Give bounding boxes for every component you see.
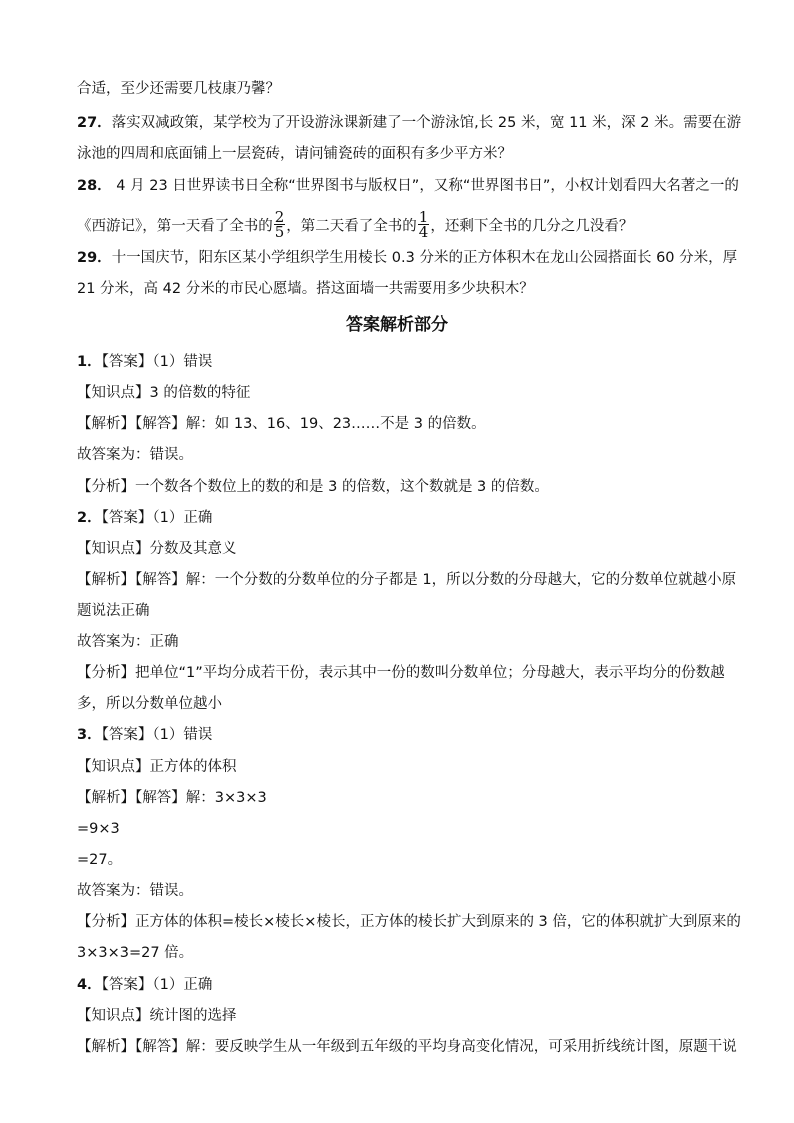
answer-1-knowledge-point — [77, 383, 250, 403]
answer-3-knowledge-point — [77, 757, 237, 777]
answer-2-conclusion: 故答案为：正确 — [77, 634, 179, 650]
answer-3-conclusion: 故答案为：错误。 — [77, 883, 193, 899]
answer-result: 【答案】（1）正确 — [101, 977, 213, 993]
answer-number: 4． — [77, 977, 102, 993]
fraction-two-fifths — [274, 210, 286, 239]
answer-2-solution: 【解析】【解答】解：一个分数的分数单位的分子都是 1，所以分数的分母越大，它的分数单位就越小原 — [77, 572, 737, 588]
knowledge-label: 【知识点】 — [77, 1008, 150, 1024]
answer-3-solution: 【解析】【解答】解：3×3×3 — [77, 790, 267, 806]
answer-3-analysis: 【分析】正方体的体积=棱长×棱长×棱长，正方体的棱长扩大到原来的 3 倍，它的体积就扩大到原来的 — [77, 914, 741, 930]
answer-2-solution-line-2: 题说法正确 — [77, 603, 150, 619]
question-29-line-2: 21 分米，高 42 分米的市民心愿墙。搭这面墙一共需要用多少块积木？ — [77, 281, 534, 297]
answer-1-solution: 【解析】【解答】解：如 13、16、19、23……不是 3 的倍数。 — [77, 416, 486, 432]
answer-result: 【答案】（1）错误 — [101, 354, 213, 370]
answer-1-header — [77, 352, 212, 372]
answer-number: 2． — [77, 510, 102, 526]
question-text: 4 月 23 日世界读书日全称“世界图书与版权日”，又称“世界图书日”，小权计划看四大名著之一的 — [111, 178, 739, 194]
question-27 — [77, 113, 741, 133]
answer-3-step-1: =9×3 — [77, 821, 120, 837]
knowledge-text: 分数及其意义 — [149, 541, 237, 557]
question-number: 28． — [77, 178, 112, 194]
question-text: 《西游记》，第一天看了全书的 — [77, 218, 273, 235]
knowledge-text: 统计图的选择 — [149, 1008, 237, 1024]
answer-1-conclusion: 故答案为：错误。 — [77, 447, 193, 463]
answer-1-analysis: 【分析】一个数各个数位上的数的和是 3 的倍数，这个数就是 3 的倍数。 — [77, 479, 549, 495]
question-text: ，还剩下全书的几分之几没看？ — [430, 218, 634, 235]
knowledge-text: 3 的倍数的特征 — [149, 385, 251, 401]
section-title: 答案解析部分 — [346, 315, 448, 335]
question-number: 27． — [77, 115, 112, 131]
knowledge-label: 【知识点】 — [77, 385, 150, 401]
question-28 — [77, 176, 739, 196]
answer-4-knowledge-point — [77, 1006, 237, 1026]
question-text: 十一国庆节，阳东区某小学组织学生用棱长 0.3 分米的正方体积木在龙山公园搭面长 60 分米，厚 — [111, 250, 738, 266]
fraction-one-quarter — [418, 210, 430, 239]
answer-3-step-2: =27。 — [77, 852, 123, 868]
knowledge-label: 【知识点】 — [77, 759, 150, 775]
knowledge-label: 【知识点】 — [77, 541, 150, 557]
answer-2-analysis: 【分析】把单位“1”平均分成若干份，表示其中一份的数叫分数单位；分母越大，表示平均分的份数越 — [77, 665, 725, 681]
fraction-denominator: 5 — [274, 223, 285, 241]
answer-3-analysis-line-2: 3×3×3=27 倍。 — [77, 945, 194, 961]
question-text: 落实双减政策，某学校为了开设游泳课新建了一个游泳馆,长 25 米，宽 11 米，深 2 米。需要在游 — [111, 115, 742, 131]
answer-2-analysis-line-2: 多，所以分数单位越小 — [77, 696, 222, 712]
knowledge-text: 正方体的体积 — [149, 759, 237, 775]
answer-4-header — [77, 975, 212, 995]
answer-number: 1． — [77, 354, 102, 370]
question-29 — [77, 248, 737, 268]
answer-number: 3． — [77, 727, 102, 743]
answer-4-solution: 【解析】【解答】解：要反映学生从一年级到五年级的平均身高变化情况，可采用折线统计图，原题干说 — [77, 1039, 737, 1055]
answer-result: 【答案】（1）错误 — [101, 727, 213, 743]
question-28-line-2 — [77, 208, 634, 241]
answer-3-header — [77, 725, 212, 745]
answer-result: 【答案】（1）正确 — [101, 510, 213, 526]
fraction-numerator: 1 — [418, 208, 429, 226]
answer-2-header — [77, 508, 212, 528]
question-27-line-2: 泳池的四周和底面铺上一层瓷砖，请问铺瓷砖的面积有多少平方米？ — [77, 146, 512, 162]
fraction-numerator: 2 — [274, 208, 285, 226]
fraction-denominator: 4 — [418, 223, 429, 241]
question-26-continuation: 合适，至少还需要几枝康乃馨？ — [77, 81, 280, 97]
question-text: ，第二天看了全书的 — [286, 218, 417, 235]
question-number: 29． — [77, 250, 112, 266]
answer-2-knowledge-point — [77, 539, 237, 559]
